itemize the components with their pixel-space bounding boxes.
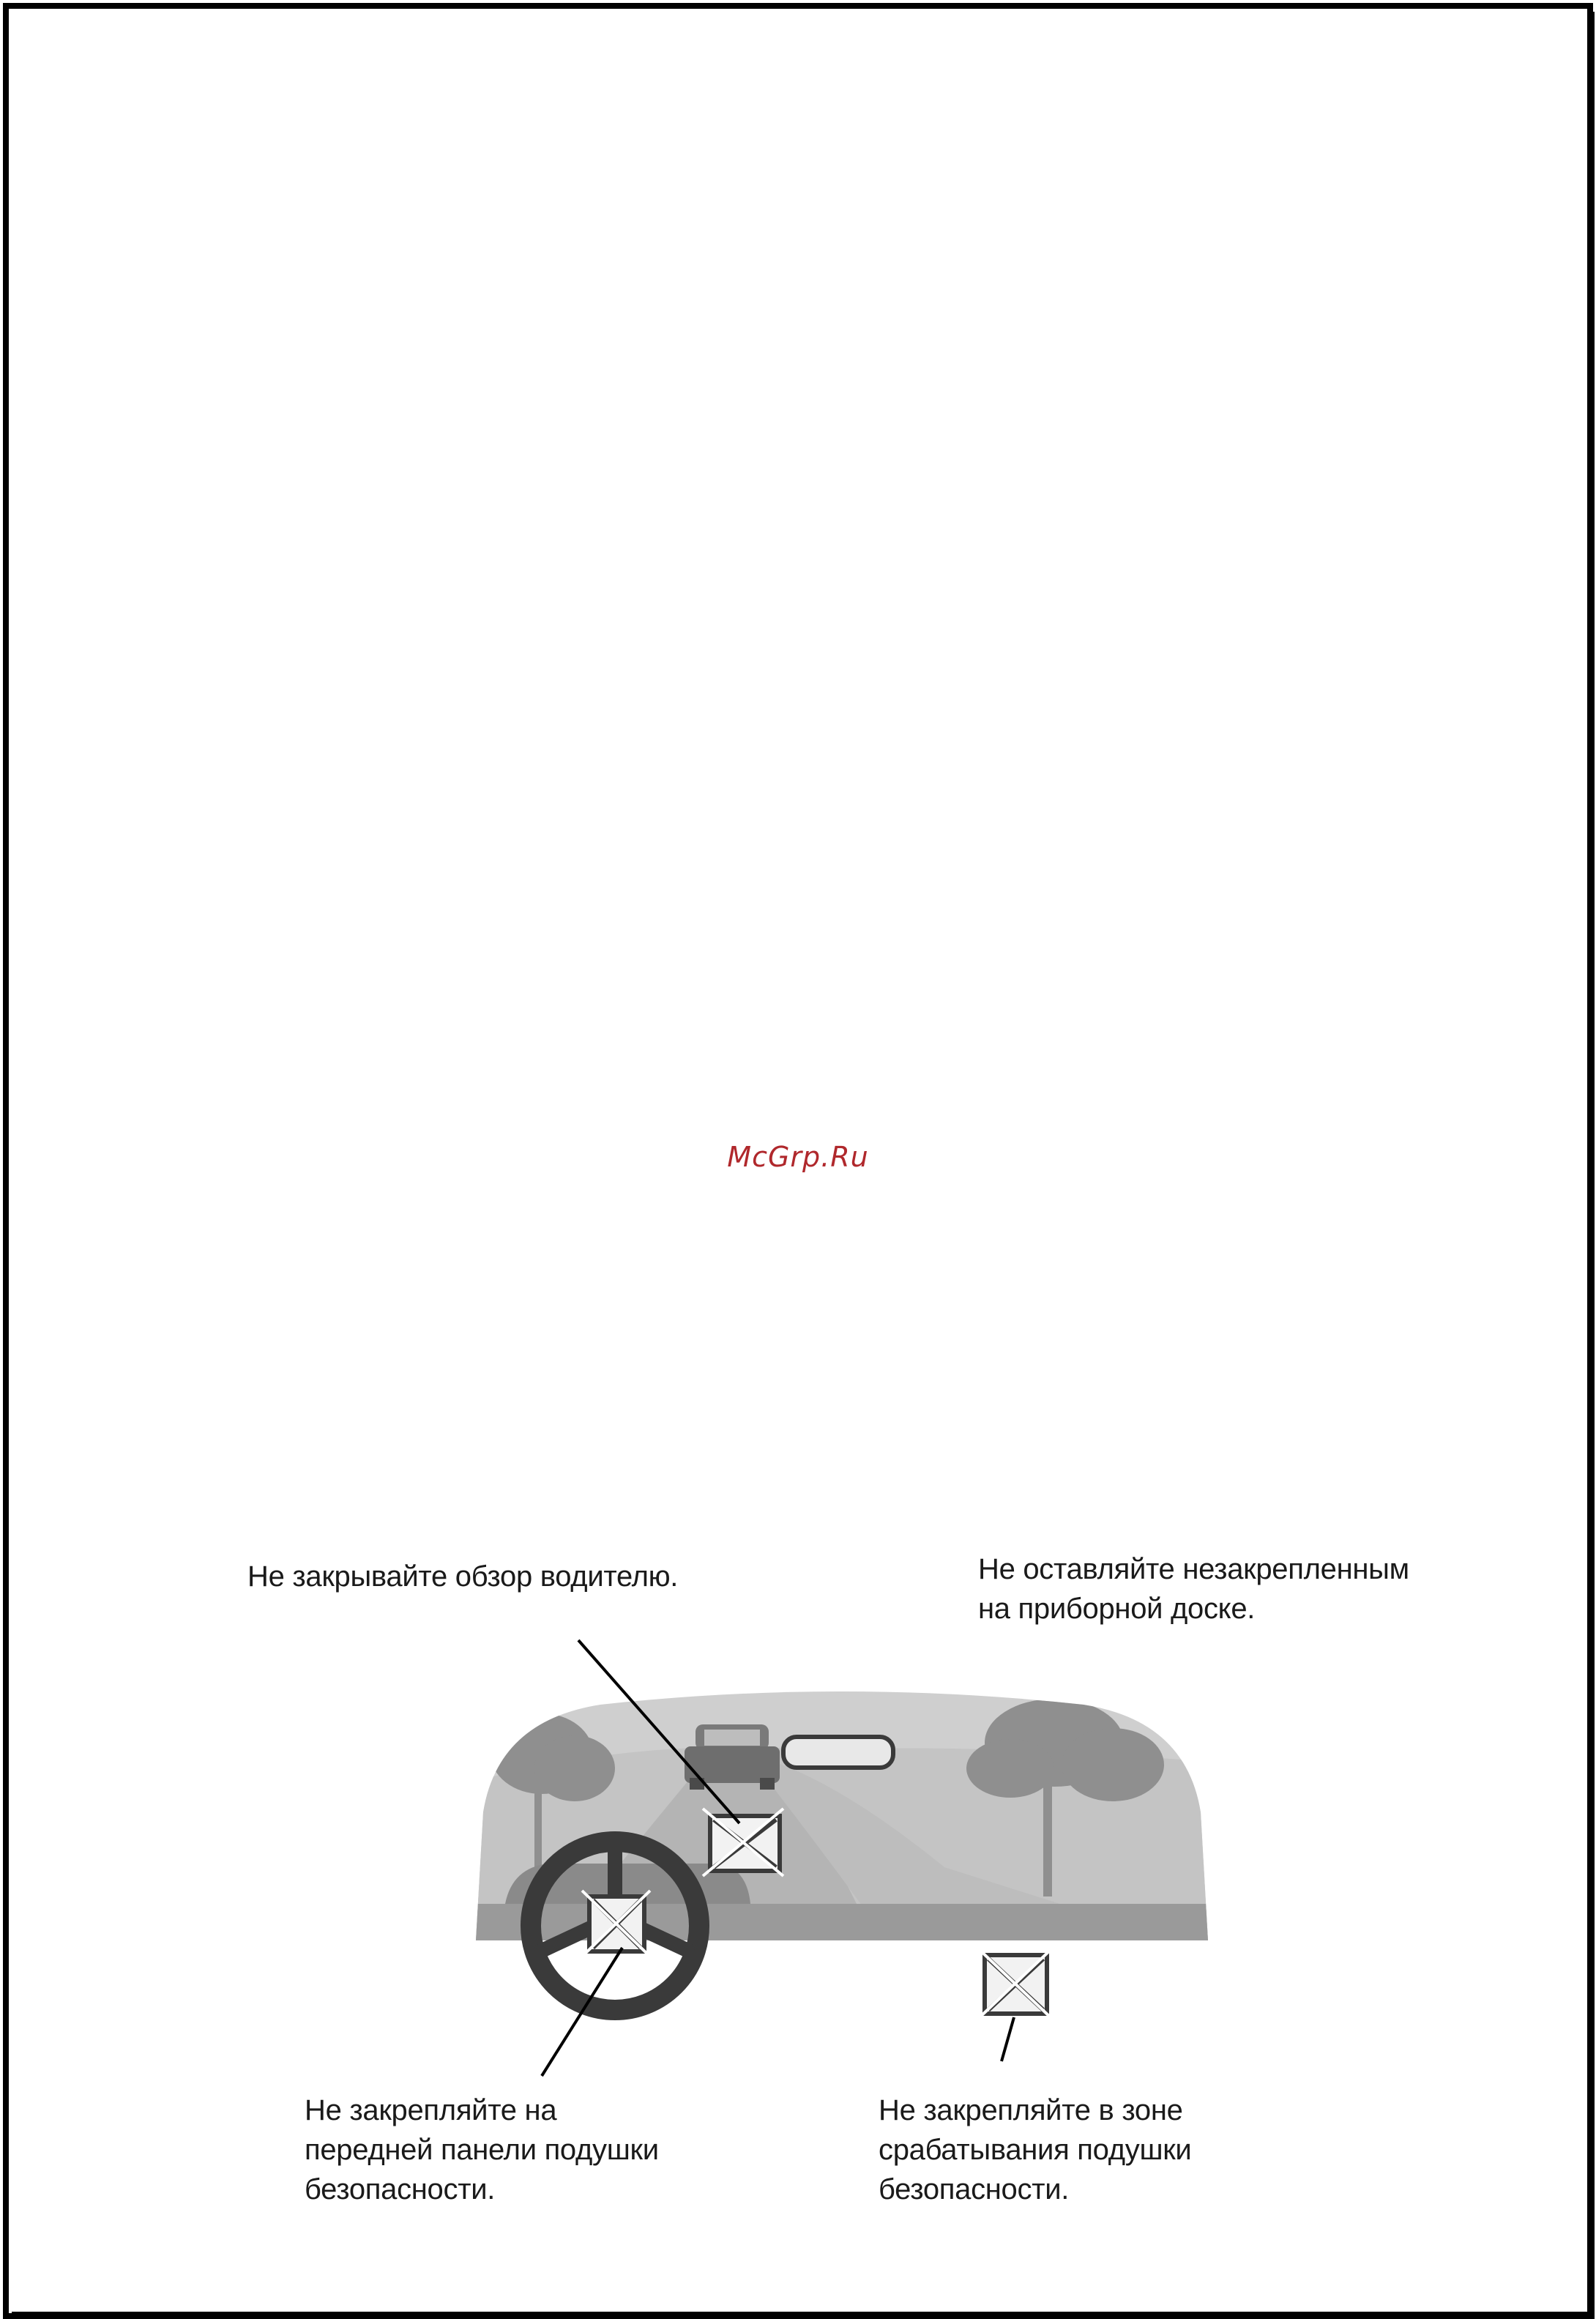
watermark-text: McGrp.Ru xyxy=(727,1141,869,1173)
caption-driver-view: Не закрывайте обзор водителю. xyxy=(247,1560,679,1593)
caption-airbag-panel: Не закрепляйте на передней панели подушки безопасности. xyxy=(305,2094,659,2206)
callout-line-airbag-zone xyxy=(1002,2017,1014,2061)
caption-dashboard-unsecured: Не оставляйте незакрепленным на приборной доске. xyxy=(978,1553,1409,1625)
callout-line-driver-view xyxy=(578,1640,739,1823)
callout-line-airbag-panel xyxy=(542,1948,622,2076)
caption-airbag-zone: Не закрепляйте в зоне срабатывания подушки безопасности. xyxy=(879,2094,1192,2206)
